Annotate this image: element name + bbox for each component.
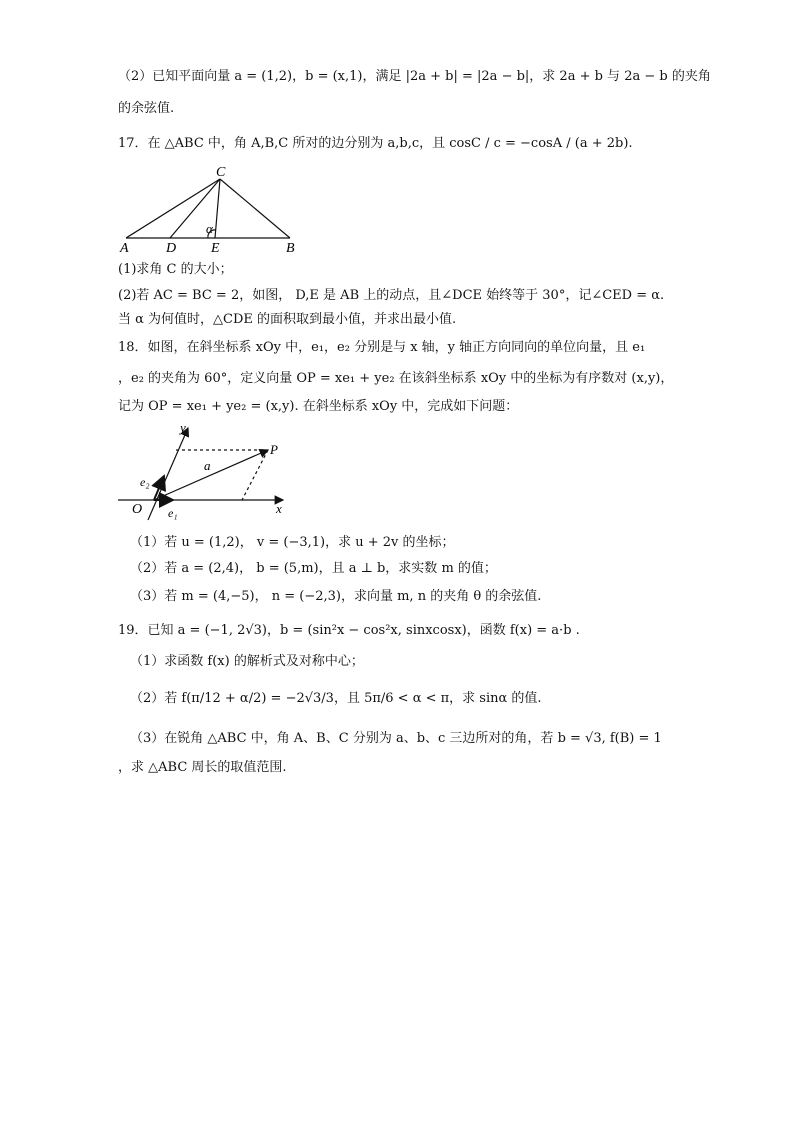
q19-part3-line2: ，求 △ABC 周长的取值范围. <box>118 760 287 775</box>
q18-part3: （3）若 m = (4,−5)， n = (−2,3)，求向量 m, n 的夹角 θ 的余弦值. <box>130 589 542 604</box>
q18-oblique-axes-figure <box>118 420 298 524</box>
q18-part2: （2）若 a = (2,4)， b = (5,m)，且 a ⊥ b，求实数 m 的值； <box>130 561 497 576</box>
q19-part1: （1）求函数 f(x) 的解析式及对称中心； <box>130 654 364 669</box>
q19-stem: 19．已知 a = (−1, 2√3)，b = (sin²x − cos²x, sinxcosx)，函数 f(x) = a·b . <box>118 623 580 638</box>
q17-part1: (1)求角 C 的大小； <box>118 262 233 277</box>
q18-stem-line3: 记为 OP = xe₁ + ye₂ = (x,y). 在斜坐标系 xOy 中，完成如下问题： <box>118 399 519 414</box>
label-alpha: α <box>206 221 213 236</box>
vector-a <box>154 450 268 500</box>
q16-part2-line1: （2）已知平面向量 a = (1,2)，b = (x,1)，满足 |2a + b| = |2a − b|，求 2a + b 与 2a − b 的夹角 <box>118 69 711 84</box>
label-e: E <box>211 241 220 255</box>
q19-part2: （2）若 f(π/12 + α/2) = −2√3/3，且 5π/6 < α < π，求 sinα 的值. <box>130 691 542 706</box>
label-a: A <box>120 241 129 255</box>
label-p: P <box>270 442 278 457</box>
q18-stem-line1: 18．如图，在斜坐标系 xOy 中，e₁，e₂ 分别是与 x 轴，y 轴正方向同向的单位向量，且 e₁ <box>118 340 646 355</box>
q17-stem: 17．在 △ABC 中，角 A,B,C 所对的边分别为 a,b,c，且 cosC / c = −cosA / (a + 2b). <box>118 136 633 151</box>
segment-bc <box>220 179 290 238</box>
q16-part2-line2: 的余弦值. <box>118 101 175 116</box>
label-c: C <box>216 165 226 180</box>
q18-stem-line2: ，e₂ 的夹角为 60°，定义向量 OP = xe₁ + ye₂ 在该斜坐标系 xOy 中的坐标为有序数对 (x,y)， <box>118 371 674 386</box>
q17-part2-line1: (2)若 AC = BC = 2，如图， D,E 是 AB 上的动点，且∠DCE 始终等于 30°，记∠CED = α. <box>118 288 665 303</box>
label-b: B <box>286 241 295 255</box>
label-o: O <box>132 502 143 517</box>
dashed-parallel-y <box>242 450 268 500</box>
label-y: y <box>180 420 186 435</box>
label-e2: e₂ <box>140 475 150 489</box>
q19-part3-line1: （3）在锐角 △ABC 中，角 A、B、C 分别为 a、b、c 三边所对的角，若 b = √3, f(B) = 1 <box>130 731 662 746</box>
q17-part2-line2: 当 α 为何值时，△CDE 的面积取到最小值，并求出最小值. <box>118 312 457 327</box>
label-vector-a: a <box>204 458 211 473</box>
label-x: x <box>276 501 282 516</box>
label-d: D <box>166 241 177 255</box>
label-e1: e₁ <box>168 506 178 520</box>
segment-ce <box>215 179 220 238</box>
q18-part1: （1）若 u = (1,2)， v = (−3,1)，求 u + 2v 的坐标； <box>130 535 455 550</box>
q17-triangle-figure <box>118 163 318 255</box>
